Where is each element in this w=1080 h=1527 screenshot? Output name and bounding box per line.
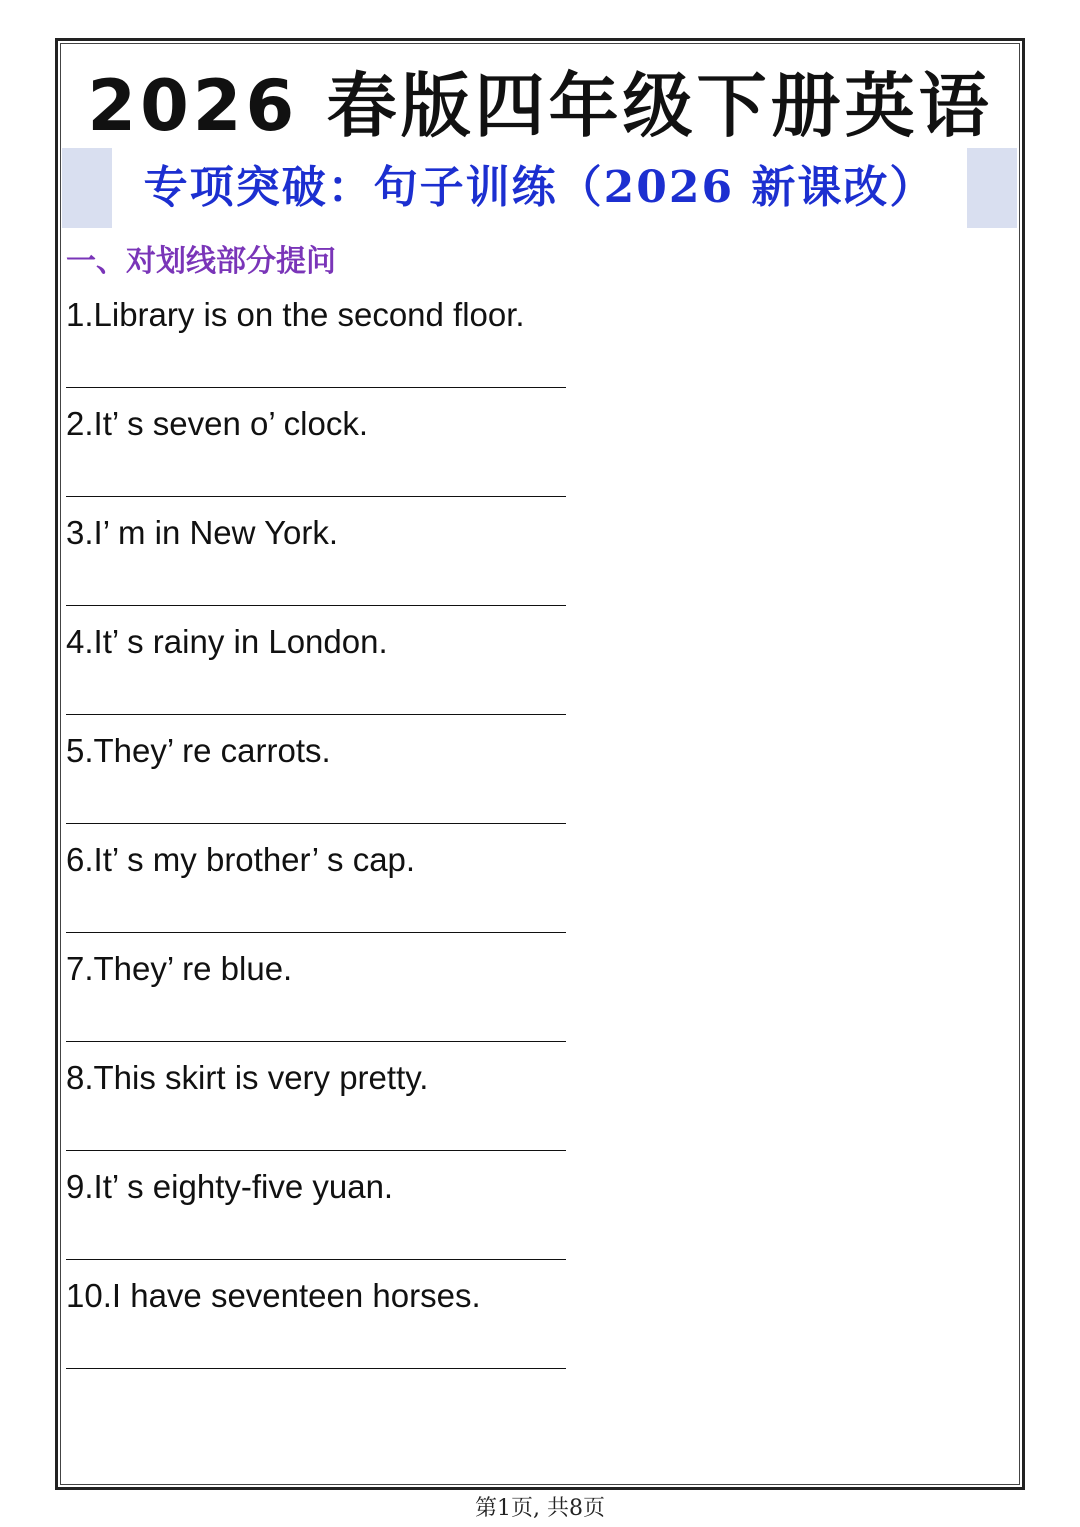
subtitle-side-panel-left: [62, 148, 112, 228]
question-text: 3.I’ m in New York.: [66, 514, 339, 551]
page-footer: 第1页, 共8页: [475, 1496, 605, 1521]
answer-line[interactable]: [66, 1041, 566, 1042]
answer-line[interactable]: [66, 1150, 566, 1151]
answer-line[interactable]: [66, 605, 566, 606]
answer-line[interactable]: [66, 387, 566, 388]
question-item: [66, 1055, 966, 1164]
question-item: [66, 1273, 966, 1382]
question-list: [66, 292, 966, 1382]
subtitle-side-panel-right: [967, 148, 1017, 228]
question-item: [66, 292, 966, 401]
question-item: [66, 510, 966, 619]
section-heading: 一、对划线部分提问: [66, 244, 336, 279]
answer-line[interactable]: [66, 1259, 566, 1260]
answer-line[interactable]: [66, 496, 566, 497]
question-item: [66, 837, 966, 946]
subtitle: 专项突破：句子训练（2026 新课改）: [143, 162, 936, 213]
question-item: [66, 946, 966, 1055]
answer-line[interactable]: [66, 823, 566, 824]
question-text: 8.This skirt is very pretty.: [66, 1059, 429, 1096]
question-item: [66, 728, 966, 837]
subtitle-banner: [62, 148, 1017, 228]
question-item: [66, 619, 966, 728]
question-item: [66, 401, 966, 510]
question-text: 9.It’ s eighty-five yuan.: [66, 1168, 394, 1205]
answer-line[interactable]: [66, 714, 566, 715]
question-text: 4.It’ s rainy in London.: [66, 623, 388, 660]
question-text: 10.I have seventeen horses.: [66, 1277, 481, 1314]
question-item: [66, 1164, 966, 1273]
question-text: 7.They’ re blue.: [66, 950, 293, 987]
answer-line[interactable]: [66, 932, 566, 933]
answer-line[interactable]: [66, 1368, 566, 1369]
question-text: 2.It’ s seven o’ clock.: [66, 405, 369, 442]
question-text: 5.They’ re carrots.: [66, 732, 331, 769]
question-text: 1.Library is on the second floor.: [66, 296, 525, 333]
page-title: 2026 春版四年级下册英语: [87, 65, 993, 147]
question-text: 6.It’ s my brother’ s cap.: [66, 841, 416, 878]
